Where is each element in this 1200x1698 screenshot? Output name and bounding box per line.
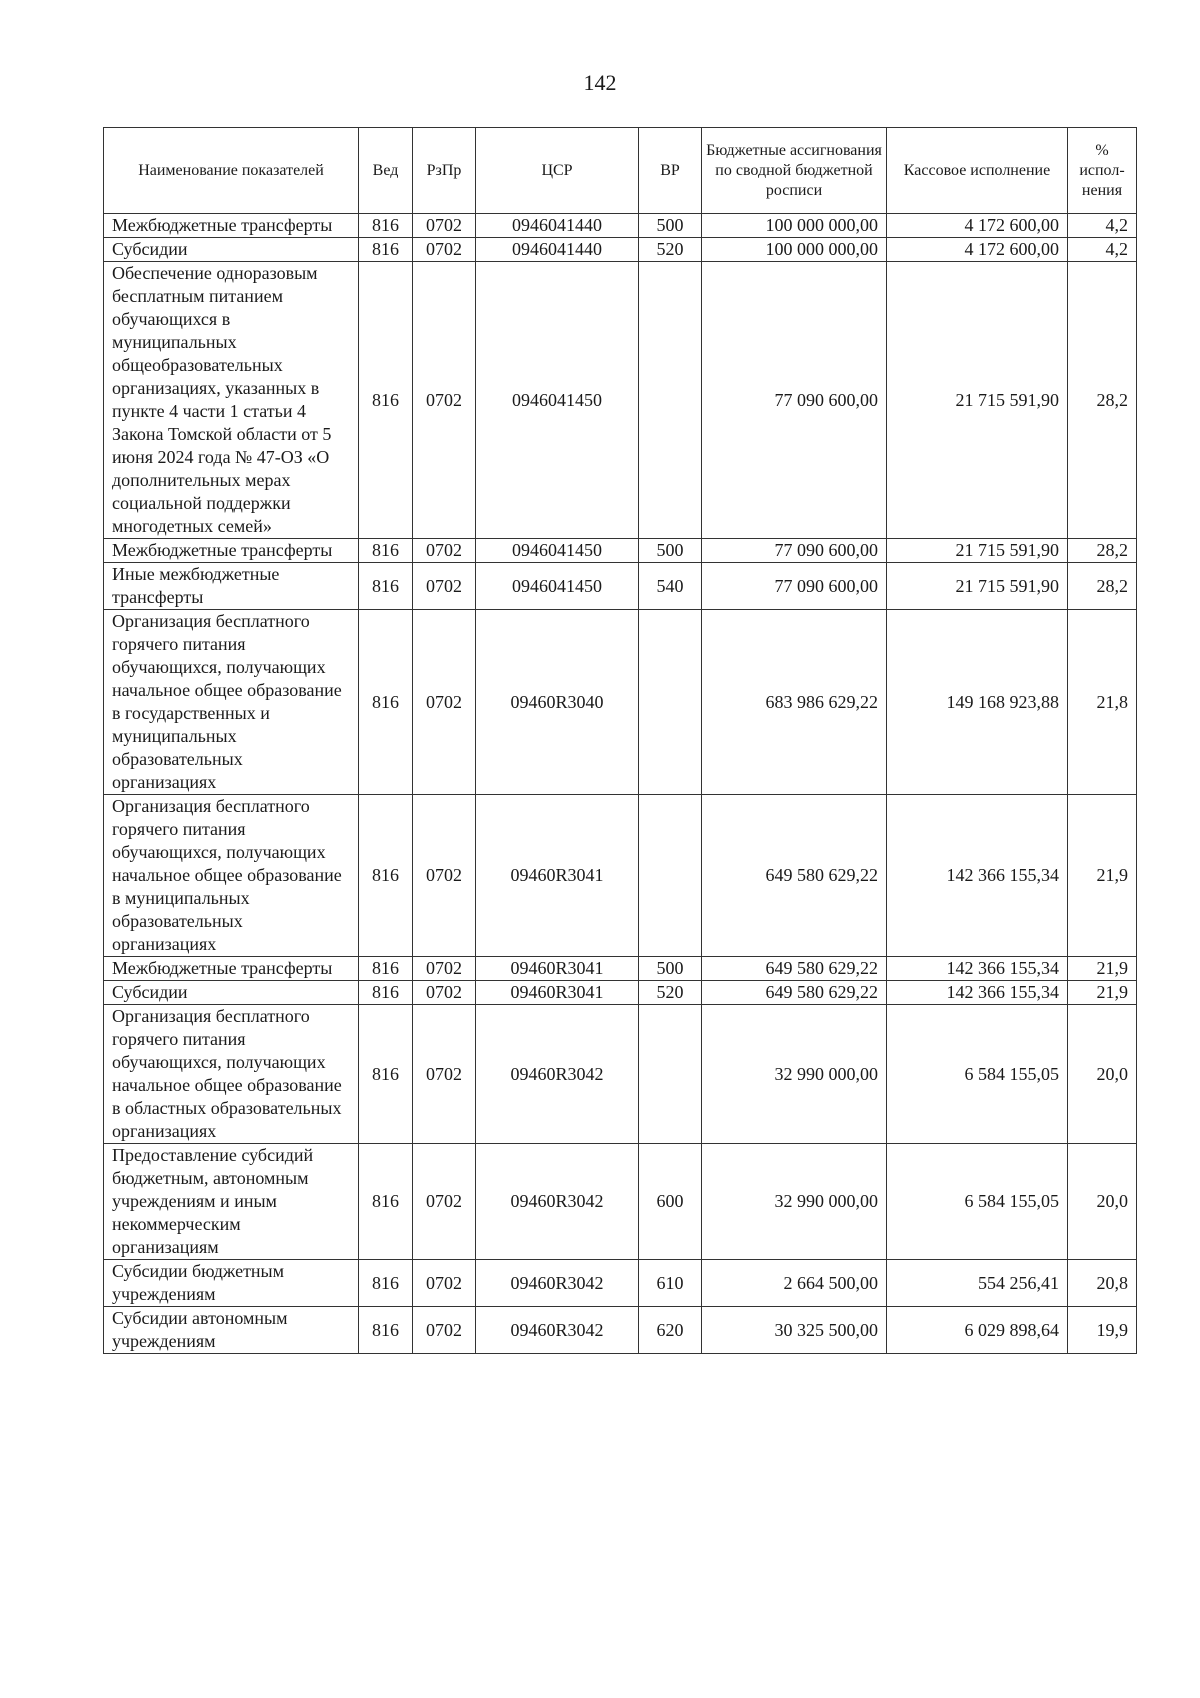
cell-budget: 2 664 500,00 <box>702 1260 887 1307</box>
cell-csr: 0946041440 <box>476 214 639 238</box>
table-body <box>104 214 1137 1354</box>
cell-percent: 28,2 <box>1068 262 1137 539</box>
cell-percent: 20,0 <box>1068 1005 1137 1144</box>
cell-budget: 649 580 629,22 <box>702 981 887 1005</box>
cell-csr: 09460R3042 <box>476 1144 639 1260</box>
cell-name: Иные межбюджетные трансферты <box>104 563 359 610</box>
cell-ved: 816 <box>359 539 413 563</box>
header-cash: Кассовое исполнение <box>887 128 1068 214</box>
cell-ved: 816 <box>359 238 413 262</box>
cell-rzpr: 0702 <box>413 1260 476 1307</box>
cell-rzpr: 0702 <box>413 238 476 262</box>
cell-budget: 649 580 629,22 <box>702 795 887 957</box>
cell-rzpr: 0702 <box>413 1144 476 1260</box>
header-budget: Бюджетные ассигнования по сводной бюджетной росписи <box>702 128 887 214</box>
cell-vr <box>639 795 702 957</box>
cell-name: Предоставление субсидий бюджетным, автономным учреждениям и иным некоммерческим организациям <box>104 1144 359 1260</box>
cell-percent: 4,2 <box>1068 214 1137 238</box>
cell-budget: 683 986 629,22 <box>702 610 887 795</box>
header-percent: % испол-нения <box>1068 128 1137 214</box>
cell-ved: 816 <box>359 262 413 539</box>
cell-rzpr: 0702 <box>413 610 476 795</box>
cell-percent: 21,9 <box>1068 981 1137 1005</box>
cell-name: Субсидии автономным учреждениям <box>104 1307 359 1354</box>
cell-rzpr: 0702 <box>413 795 476 957</box>
cell-cash: 6 584 155,05 <box>887 1144 1068 1260</box>
cell-name: Межбюджетные трансферты <box>104 539 359 563</box>
header-rzpr: РзПр <box>413 128 476 214</box>
cell-ved: 816 <box>359 795 413 957</box>
cell-csr: 09460R3042 <box>476 1005 639 1144</box>
cell-vr: 520 <box>639 981 702 1005</box>
cell-vr <box>639 1005 702 1144</box>
cell-name: Субсидии бюджетным учреждениям <box>104 1260 359 1307</box>
cell-cash: 142 366 155,34 <box>887 981 1068 1005</box>
budget-execution-table <box>103 127 1137 1354</box>
cell-rzpr: 0702 <box>413 563 476 610</box>
table-row <box>104 539 1137 563</box>
cell-ved: 816 <box>359 981 413 1005</box>
cell-cash: 21 715 591,90 <box>887 539 1068 563</box>
cell-cash: 4 172 600,00 <box>887 238 1068 262</box>
cell-ved: 816 <box>359 610 413 795</box>
cell-cash: 149 168 923,88 <box>887 610 1068 795</box>
cell-vr: 500 <box>639 957 702 981</box>
cell-name: Организация бесплатного горячего питания обучающихся, получающих начальное общее образование в муниципальных образовательных организациях <box>104 795 359 957</box>
cell-rzpr: 0702 <box>413 214 476 238</box>
cell-cash: 6 584 155,05 <box>887 1005 1068 1144</box>
cell-budget: 77 090 600,00 <box>702 539 887 563</box>
table-row <box>104 563 1137 610</box>
cell-rzpr: 0702 <box>413 1307 476 1354</box>
cell-csr: 0946041450 <box>476 262 639 539</box>
cell-rzpr: 0702 <box>413 539 476 563</box>
cell-name: Субсидии <box>104 981 359 1005</box>
cell-budget: 77 090 600,00 <box>702 563 887 610</box>
cell-vr <box>639 262 702 539</box>
cell-vr: 540 <box>639 563 702 610</box>
cell-cash: 554 256,41 <box>887 1260 1068 1307</box>
cell-name: Организация бесплатного горячего питания обучающихся, получающих начальное общее образование в областных образовательных организациях <box>104 1005 359 1144</box>
table-row <box>104 238 1137 262</box>
cell-ved: 816 <box>359 1307 413 1354</box>
cell-ved: 816 <box>359 563 413 610</box>
cell-csr: 09460R3042 <box>476 1260 639 1307</box>
cell-csr: 09460R3040 <box>476 610 639 795</box>
cell-csr: 0946041450 <box>476 563 639 610</box>
table-row <box>104 262 1137 539</box>
cell-name: Межбюджетные трансферты <box>104 214 359 238</box>
cell-ved: 816 <box>359 1144 413 1260</box>
cell-percent: 21,8 <box>1068 610 1137 795</box>
cell-csr: 09460R3041 <box>476 957 639 981</box>
cell-ved: 816 <box>359 957 413 981</box>
table-row <box>104 1005 1137 1144</box>
table-row <box>104 981 1137 1005</box>
table-row <box>104 610 1137 795</box>
cell-percent: 4,2 <box>1068 238 1137 262</box>
cell-csr: 0946041440 <box>476 238 639 262</box>
header-csr: ЦСР <box>476 128 639 214</box>
cell-percent: 19,9 <box>1068 1307 1137 1354</box>
cell-budget: 77 090 600,00 <box>702 262 887 539</box>
cell-name: Обеспечение одноразовым бесплатным питанием обучающихся в муниципальных общеобразовательных организациях, указанных в пункте 4 части 1 статьи 4 Закона Томской области от 5 июня 2024 года № 47-ОЗ «О дополнительных мерах социальной поддержки многодетных семей» <box>104 262 359 539</box>
cell-vr <box>639 610 702 795</box>
cell-vr: 500 <box>639 539 702 563</box>
cell-name: Межбюджетные трансферты <box>104 957 359 981</box>
cell-cash: 142 366 155,34 <box>887 957 1068 981</box>
cell-cash: 142 366 155,34 <box>887 795 1068 957</box>
cell-budget: 649 580 629,22 <box>702 957 887 981</box>
cell-ved: 816 <box>359 1260 413 1307</box>
cell-rzpr: 0702 <box>413 957 476 981</box>
cell-rzpr: 0702 <box>413 1005 476 1144</box>
cell-budget: 100 000 000,00 <box>702 214 887 238</box>
cell-csr: 0946041450 <box>476 539 639 563</box>
cell-cash: 6 029 898,64 <box>887 1307 1068 1354</box>
cell-vr: 610 <box>639 1260 702 1307</box>
cell-csr: 09460R3041 <box>476 981 639 1005</box>
cell-percent: 21,9 <box>1068 795 1137 957</box>
cell-vr: 620 <box>639 1307 702 1354</box>
cell-vr: 500 <box>639 214 702 238</box>
header-ved: Вед <box>359 128 413 214</box>
cell-percent: 21,9 <box>1068 957 1137 981</box>
header-name: Наименование показателей <box>104 128 359 214</box>
cell-budget: 30 325 500,00 <box>702 1307 887 1354</box>
cell-cash: 21 715 591,90 <box>887 563 1068 610</box>
table-row <box>104 957 1137 981</box>
table-row <box>104 1307 1137 1354</box>
page-number: 142 <box>583 70 617 95</box>
table-row <box>104 1260 1137 1307</box>
cell-budget: 32 990 000,00 <box>702 1144 887 1260</box>
cell-vr: 520 <box>639 238 702 262</box>
cell-cash: 21 715 591,90 <box>887 262 1068 539</box>
cell-percent: 20,8 <box>1068 1260 1137 1307</box>
cell-rzpr: 0702 <box>413 981 476 1005</box>
cell-percent: 28,2 <box>1068 539 1137 563</box>
cell-percent: 28,2 <box>1068 563 1137 610</box>
cell-ved: 816 <box>359 214 413 238</box>
header-vr: ВР <box>639 128 702 214</box>
table-row <box>104 214 1137 238</box>
cell-name: Субсидии <box>104 238 359 262</box>
cell-csr: 09460R3041 <box>476 795 639 957</box>
cell-csr: 09460R3042 <box>476 1307 639 1354</box>
cell-cash: 4 172 600,00 <box>887 214 1068 238</box>
cell-budget: 32 990 000,00 <box>702 1005 887 1144</box>
cell-rzpr: 0702 <box>413 262 476 539</box>
table-row <box>104 795 1137 957</box>
cell-name: Организация бесплатного горячего питания обучающихся, получающих начальное общее образование в государственных и муниципальных образовательных организациях <box>104 610 359 795</box>
cell-budget: 100 000 000,00 <box>702 238 887 262</box>
cell-vr: 600 <box>639 1144 702 1260</box>
cell-percent: 20,0 <box>1068 1144 1137 1260</box>
table-row <box>104 1144 1137 1260</box>
table-header-row <box>104 128 1137 214</box>
cell-ved: 816 <box>359 1005 413 1144</box>
